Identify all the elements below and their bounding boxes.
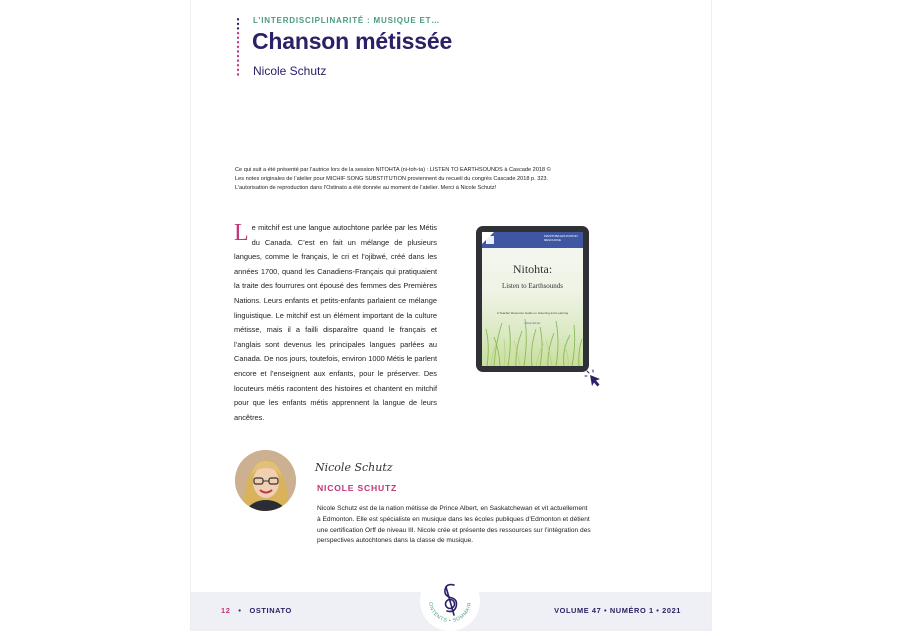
pointer-cursor-icon xyxy=(584,369,604,389)
footer-left xyxy=(221,606,292,615)
article-title: Chanson métissée xyxy=(252,28,453,54)
footer-separator: • xyxy=(238,606,242,615)
book-credit: Nicole Schutz xyxy=(524,322,541,325)
drop-cap: L xyxy=(234,220,249,246)
magazine-page xyxy=(191,0,711,630)
bio-line: Nicole Schutz est de la nation métisse de Prince Albert, en Saskatchewan et vit actuellement xyxy=(317,505,588,512)
bio-line: perspectives autochtones dans la classe de musique. xyxy=(317,537,474,545)
bio-line: à Edmonton. Elle est spécialiste en musique dans les écoles publiques d’Edmonton et détient xyxy=(317,515,590,523)
decorative-dotted-line xyxy=(236,17,240,77)
cover-header-text: MANITOBA EDUCATION RESOURCE xyxy=(544,234,578,242)
book-cover-screen xyxy=(482,232,583,366)
article-body xyxy=(234,221,437,425)
body-text: e mitchif est une langue autochtone parlée par les Métis du Canada. C’est en fait un mélange de plusieurs langues, comme le français, le cri et l’ojibwé, créé dans les années 1700, quand les Canadiens-Français qui pratiquaient la traite des fourrures ont épousé des femmes des Premières Nations. Leurs enfants et petits-enfants parlaient ce mélange linguistique. Le mitchif est un élément important de la culture métisse, mais il a failli disparaître quand le français et l’anglais sont devenus les principales langues parlées au Canada. De nos jours, toutefois, environ 1000 Métis le parlent encore et l’enseignent aux enfants, pour le préserver. Des locuteurs métis racontent des histoires et chantent en mitchif pour que les enfants métis apprennent la langue de leurs ancêtres. xyxy=(234,223,437,422)
intro-line: L’autorisation de reproduction dans l’Ostinato a été donnée au moment de l’atelier. Merci à Nicole Schutz! xyxy=(235,184,497,191)
bio-text xyxy=(317,504,669,547)
issue-info: VOLUME 47 • NUMÉRO 1 • 2021 xyxy=(554,606,681,615)
intro-line: Ce qui suit a été présenté par l’autrice lors de la session NITOHTA (ni-toh-ta) : LISTEN TO EARTHSOUNDS à Cascade 2018 © xyxy=(235,167,551,173)
book-title-line1: Nitohta: xyxy=(512,262,553,276)
intro-line: Les notes originales de l’atelier pour MICHIF SONG SUBSTITUTION proviennent du recueil du congrès Cascade 2018 p. 323. xyxy=(235,175,549,182)
cover-corner-mark xyxy=(482,232,494,244)
author-signature xyxy=(313,456,403,478)
svg-text:Nicole Schutz: Nicole Schutz xyxy=(315,461,393,474)
section-kicker: L’INTERDISCIPLINARITÉ : MUSIQUE ET… xyxy=(253,16,441,25)
bio-line: une certification Orff de niveau III. Nicole crée et présente des ressources sur l’intégration des xyxy=(317,526,591,534)
book-subtitle: A Teacher Resource Guide on Listening and Learning xyxy=(496,311,569,315)
tablet-book-cover[interactable] xyxy=(476,226,589,372)
author-avatar xyxy=(235,450,296,511)
intro-note xyxy=(235,166,675,192)
page-number: 12 xyxy=(221,606,231,615)
grass-illustration xyxy=(482,311,583,366)
book-title-line2: Listen to Earthsounds xyxy=(501,282,564,290)
article-author: Nicole Schutz xyxy=(253,64,327,78)
contents-badge-button[interactable] xyxy=(420,571,480,631)
svg-text:CONTENTS • SOMMAIRE: ONTENTS • SOMMAIR xyxy=(426,601,474,625)
magazine-name: OSTINATO xyxy=(249,606,292,615)
bio-name: NICOLE SCHUTZ xyxy=(317,483,398,493)
